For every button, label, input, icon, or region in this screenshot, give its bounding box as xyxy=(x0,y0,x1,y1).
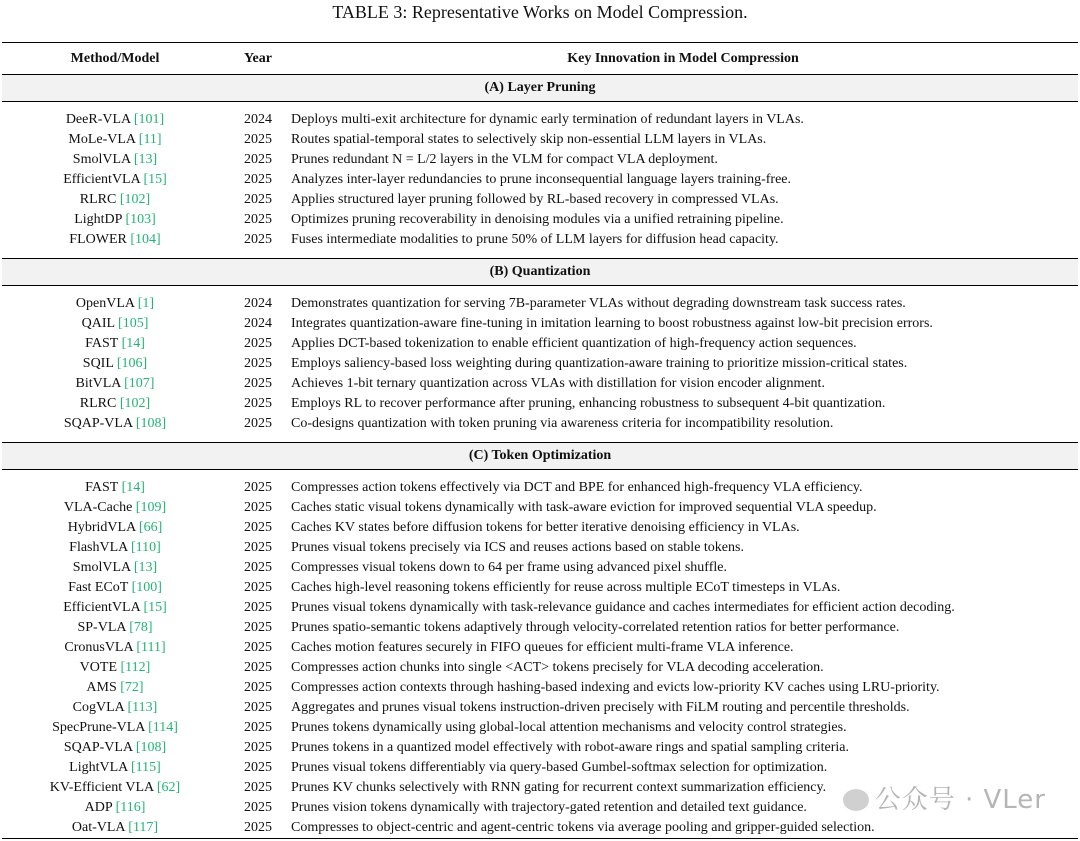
method-cell xyxy=(2,334,228,354)
spacer-cell xyxy=(2,102,1078,111)
method-name: HybridVLA xyxy=(67,520,136,535)
citation-link[interactable]: [102] xyxy=(119,192,151,207)
header-method: Method/Model xyxy=(2,43,228,75)
citation-link[interactable]: [112] xyxy=(120,660,151,675)
section-title: (B) Quantization xyxy=(2,259,1078,286)
year-cell: 2025 xyxy=(244,192,272,207)
method-cell xyxy=(2,478,228,498)
citation-link[interactable]: [110] xyxy=(131,540,161,555)
method-cell xyxy=(2,210,228,230)
method-cell xyxy=(2,558,228,578)
method-cell xyxy=(2,538,228,558)
citation-link[interactable]: [100] xyxy=(131,580,162,595)
innovation-cell: Applies structured layer pruning followed by RL-based recovery in compressed VLAs. xyxy=(291,192,779,207)
citation-link[interactable]: [13] xyxy=(133,560,158,575)
table-row xyxy=(2,334,1078,354)
method-name: CronusVLA xyxy=(64,640,133,655)
innovation-cell: Compresses to object-centric and agent-centric tokens via average pooling and gripper-guided selection. xyxy=(288,818,1078,839)
watermark xyxy=(843,779,1046,816)
innovation-cell: Prunes tokens dynamically using global-local attention mechanisms and velocity control strategies. xyxy=(291,720,847,735)
citation-link[interactable]: [101] xyxy=(133,112,165,127)
method-cell xyxy=(2,758,228,778)
table-row xyxy=(2,498,1078,518)
method-name: CogVLA xyxy=(72,700,125,715)
method-name: LightDP xyxy=(74,212,122,227)
method-cell xyxy=(2,130,228,150)
citation-link[interactable]: [117] xyxy=(128,820,159,835)
year-cell: 2025 xyxy=(244,760,272,775)
method-cell xyxy=(2,394,228,414)
method-cell xyxy=(2,598,228,618)
table-row xyxy=(2,354,1078,374)
citation-link[interactable]: [105] xyxy=(118,316,149,331)
method-cell xyxy=(2,518,228,538)
method-cell xyxy=(2,374,228,394)
header-innovation: Key Innovation in Model Compression xyxy=(288,43,1078,75)
table-row xyxy=(2,374,1078,394)
method-name: SP-VLA xyxy=(77,620,126,635)
citation-link[interactable]: [116] xyxy=(115,800,146,815)
method-cell xyxy=(2,738,228,758)
spacer-row xyxy=(2,250,1078,259)
table-row xyxy=(2,314,1078,334)
innovation-cell: Employs saliency-based loss weighting during quantization-aware training to prioritize mission-critical states. xyxy=(291,356,908,371)
method-name: RLRC xyxy=(79,396,117,411)
citation-link[interactable]: [114] xyxy=(148,720,178,735)
year-cell: 2025 xyxy=(244,540,272,555)
innovation-cell: Applies DCT-based tokenization to enable efficient quantization of high-frequency action sequences. xyxy=(291,336,857,351)
table-caption: TABLE 3: Representative Works on Model Compression. xyxy=(332,2,748,22)
method-name: AMS xyxy=(86,680,117,695)
method-name: OpenVLA xyxy=(75,296,135,311)
method-cell xyxy=(2,110,228,130)
method-cell xyxy=(2,354,228,374)
method-name: RLRC xyxy=(79,192,117,207)
year-cell: 2025 xyxy=(244,232,272,247)
table-row xyxy=(2,190,1078,210)
method-cell xyxy=(2,150,228,170)
year-cell: 2025 xyxy=(244,500,272,515)
table-row xyxy=(2,150,1078,170)
method-name: SQAP-VLA xyxy=(63,740,133,755)
method-name: Oat-VLA xyxy=(71,820,125,835)
year-cell: 2025 xyxy=(244,780,272,795)
innovation-cell: Compresses visual tokens down to 64 per frame using advanced pixel shuffle. xyxy=(291,560,727,575)
table-row xyxy=(2,658,1078,678)
year-cell: 2025 xyxy=(244,620,272,635)
method-cell xyxy=(2,314,228,334)
year-cell: 2025 xyxy=(244,600,272,615)
method-name: SmolVLA xyxy=(72,152,131,167)
method-cell xyxy=(2,190,228,210)
method-name: FAST xyxy=(85,336,119,351)
year-cell: 2025 xyxy=(244,416,272,431)
method-cell xyxy=(2,678,228,698)
year-cell: 2025 xyxy=(244,700,272,715)
compression-table xyxy=(2,42,1078,839)
citation-link[interactable]: [66] xyxy=(138,520,163,535)
year-cell: 2025 xyxy=(244,520,272,535)
method-cell xyxy=(2,414,228,434)
citation-link[interactable]: [111] xyxy=(136,640,166,655)
citation-link[interactable]: [15] xyxy=(143,172,167,187)
watermark-text: 公众号 · VLer xyxy=(874,785,1046,815)
method-cell xyxy=(2,638,228,658)
innovation-cell: Caches high-level reasoning tokens efficiently for reuse across multiple ECoT timesteps in VLAs. xyxy=(291,580,841,595)
table-row xyxy=(2,598,1078,618)
method-name: LightVLA xyxy=(69,760,128,775)
method-cell xyxy=(2,818,228,839)
table-row xyxy=(2,414,1078,434)
year-cell: 2024 xyxy=(244,296,272,311)
citation-link[interactable]: [104] xyxy=(130,232,161,247)
citation-link[interactable]: [113] xyxy=(127,700,158,715)
method-name: EfficientVLA xyxy=(63,172,140,187)
innovation-cell: Aggregates and prunes visual tokens instruction-driven precisely with FiLM routing and percentile thresholds. xyxy=(291,700,910,715)
method-name: FAST xyxy=(85,480,119,495)
innovation-cell: Compresses action contexts through hashing-based indexing and evicts low-priority KV caches using LRU-priority. xyxy=(291,680,940,695)
table-row xyxy=(2,638,1078,658)
method-name: DeeR-VLA xyxy=(65,112,131,127)
citation-link[interactable]: [78] xyxy=(129,620,153,635)
innovation-cell: Compresses action tokens effectively via DCT and BPE for enhanced high-frequency VLA efficiency. xyxy=(291,480,863,495)
method-name: Fast ECoT xyxy=(68,580,129,595)
innovation-cell: Deploys multi-exit architecture for dynamic early termination of redundant layers in VLAs. xyxy=(291,112,804,127)
citation-link[interactable]: [62] xyxy=(156,780,181,795)
table-row xyxy=(2,718,1078,738)
method-cell xyxy=(2,618,228,638)
table-row xyxy=(2,538,1078,558)
table-row xyxy=(2,758,1078,778)
citation-link[interactable]: [115] xyxy=(131,760,161,775)
spacer-row xyxy=(2,434,1078,443)
year-cell: 2025 xyxy=(244,480,272,495)
year-cell: 2025 xyxy=(244,680,272,695)
citation-link[interactable]: [11] xyxy=(138,132,162,147)
table-row xyxy=(2,578,1078,598)
year-cell: 2025 xyxy=(244,640,272,655)
wechat-icon xyxy=(843,789,869,811)
section-header xyxy=(2,75,1078,102)
year-cell: 2025 xyxy=(244,740,272,755)
year-cell: 2025 xyxy=(244,660,272,675)
citation-link[interactable]: [14] xyxy=(121,480,145,495)
citation-link[interactable]: [108] xyxy=(135,416,167,431)
citation-link[interactable]: [14] xyxy=(121,336,145,351)
citation-link[interactable]: [15] xyxy=(143,600,167,615)
innovation-cell: Integrates quantization-aware fine-tuning in imitation learning to boost robustness against low-bit precision errors. xyxy=(291,316,933,331)
year-cell: 2025 xyxy=(244,800,272,815)
table-row xyxy=(2,478,1078,498)
method-cell xyxy=(2,578,228,598)
year-cell: 2025 xyxy=(244,560,272,575)
method-cell xyxy=(2,170,228,190)
year-cell: 2025 xyxy=(244,336,272,351)
innovation-cell: Fuses intermediate modalities to prune 50% of LLM layers for diffusion head capacity. xyxy=(291,232,779,247)
table-row xyxy=(2,558,1078,578)
table-row xyxy=(2,738,1078,758)
innovation-cell: Prunes redundant N = L/2 layers in the VLM for compact VLA deployment. xyxy=(291,152,718,167)
citation-link[interactable]: [109] xyxy=(135,500,167,515)
year-cell: 2025 xyxy=(244,212,272,227)
spacer-row xyxy=(2,102,1078,111)
year-cell: 2025 xyxy=(244,376,272,391)
innovation-cell: Prunes visual tokens precisely via ICS and reuses actions based on stable tokens. xyxy=(291,540,744,555)
innovation-cell: Routes spatial-temporal states to selectively skip non-essential LLM layers in VLAs. xyxy=(291,132,767,147)
innovation-cell: Analyzes inter-layer redundancies to prune inconsequential language layers training-free. xyxy=(291,172,792,187)
section-header xyxy=(2,443,1078,470)
table-row xyxy=(2,698,1078,718)
innovation-cell: Prunes vision tokens dynamically with trajectory-gated retention and detailed text guidance. xyxy=(291,800,807,815)
spacer-row xyxy=(2,286,1078,295)
table-row xyxy=(2,518,1078,538)
citation-link[interactable]: [107] xyxy=(124,376,155,391)
method-cell xyxy=(2,294,228,314)
section-title: (C) Token Optimization xyxy=(2,443,1078,470)
year-cell: 2024 xyxy=(244,112,272,127)
table-row xyxy=(2,170,1078,190)
method-name: BitVLA xyxy=(75,376,121,391)
innovation-cell: Compresses action chunks into single <ACT> tokens precisely for VLA decoding acceleration. xyxy=(291,660,824,675)
method-cell xyxy=(2,718,228,738)
citation-link[interactable]: [106] xyxy=(116,356,148,371)
method-cell xyxy=(2,230,228,250)
year-cell: 2025 xyxy=(244,152,272,167)
header-year: Year xyxy=(228,43,288,75)
table-row xyxy=(2,394,1078,414)
year-cell: 2025 xyxy=(244,132,272,147)
method-name: SQAP-VLA xyxy=(63,416,133,431)
method-name: MoLe-VLA xyxy=(68,132,136,147)
table-row xyxy=(2,618,1078,638)
spacer-cell xyxy=(2,470,1078,479)
year-cell: 2025 xyxy=(244,396,272,411)
method-name: FLOWER xyxy=(69,232,127,247)
citation-link[interactable]: [108] xyxy=(135,740,167,755)
method-name: EfficientVLA xyxy=(63,600,140,615)
spacer-cell xyxy=(2,286,1078,295)
innovation-cell: Caches static visual tokens dynamically with task-aware eviction for improved sequential VLA speedup. xyxy=(291,500,877,515)
citation-link[interactable]: [102] xyxy=(119,396,151,411)
table-row xyxy=(2,110,1078,130)
innovation-cell: Co-designs quantization with token pruning via awareness criteria for incompatibility resolution. xyxy=(291,416,834,431)
innovation-cell: Prunes KV chunks selectively with RNN gating for recurrent context summarization efficiency. xyxy=(291,780,827,795)
table-row xyxy=(2,818,1078,839)
method-name: VLA-Cache xyxy=(63,500,133,515)
year-cell: 2024 xyxy=(244,316,272,331)
innovation-cell: Caches KV states before diffusion tokens for better iterative denoising efficiency in VLAs. xyxy=(291,520,800,535)
method-name: SpecPrune-VLA xyxy=(52,720,145,735)
year-cell: 2025 xyxy=(244,172,272,187)
method-cell xyxy=(2,498,228,518)
year-cell: 2025 xyxy=(228,818,288,839)
year-cell: 2025 xyxy=(244,356,272,371)
method-name: FlashVLA xyxy=(69,540,128,555)
table-row xyxy=(2,678,1078,698)
header-row xyxy=(2,43,1078,75)
method-cell xyxy=(2,698,228,718)
method-name: KV-Efficient VLA xyxy=(49,780,154,795)
section-title: (A) Layer Pruning xyxy=(2,75,1078,102)
method-name: QAIL xyxy=(81,316,115,331)
innovation-cell: Demonstrates quantization for serving 7B-parameter VLAs without degrading downstream task success rates. xyxy=(291,296,906,311)
table-row xyxy=(2,230,1078,250)
spacer-cell xyxy=(2,434,1078,443)
table-row xyxy=(2,210,1078,230)
method-name: SmolVLA xyxy=(72,560,131,575)
method-name: VOTE xyxy=(79,660,117,675)
innovation-cell: Prunes visual tokens dynamically with task-relevance guidance and caches intermediates for efficient action decoding. xyxy=(291,600,955,615)
citation-link[interactable]: [1] xyxy=(137,296,155,311)
section-header xyxy=(2,259,1078,286)
innovation-cell: Prunes visual tokens differentiably via query-based Gumbel-softmax selection for optimization. xyxy=(291,760,828,775)
citation-link[interactable]: [72] xyxy=(120,680,144,695)
innovation-cell: Caches motion features securely in FIFO queues for efficient multi-frame VLA inference. xyxy=(291,640,794,655)
method-cell xyxy=(2,658,228,678)
innovation-cell: Achieves 1-bit ternary quantization across VLAs with distillation for vision encoder alignment. xyxy=(291,376,825,391)
method-cell xyxy=(2,778,228,798)
spacer-cell xyxy=(2,250,1078,259)
year-cell: 2025 xyxy=(244,720,272,735)
innovation-cell: Prunes tokens in a quantized model effectively with robot-aware rings and spatial sampling criteria. xyxy=(291,740,850,755)
method-name: SQIL xyxy=(82,356,114,371)
table-row xyxy=(2,130,1078,150)
innovation-cell: Prunes spatio-semantic tokens adaptively through velocity-correlated retention ratios for better performance. xyxy=(291,620,900,635)
innovation-cell: Employs RL to recover performance after pruning, enhancing robustness to subsequent 4-bit quantization. xyxy=(291,396,886,411)
table-row xyxy=(2,294,1078,314)
method-cell xyxy=(2,798,228,818)
citation-link[interactable]: [103] xyxy=(125,212,156,227)
spacer-row xyxy=(2,470,1078,479)
citation-link[interactable]: [13] xyxy=(133,152,158,167)
innovation-cell: Optimizes pruning recoverability in denoising modules via a unified retraining pipeline. xyxy=(291,212,784,227)
year-cell: 2025 xyxy=(244,580,272,595)
method-name: ADP xyxy=(84,800,113,815)
